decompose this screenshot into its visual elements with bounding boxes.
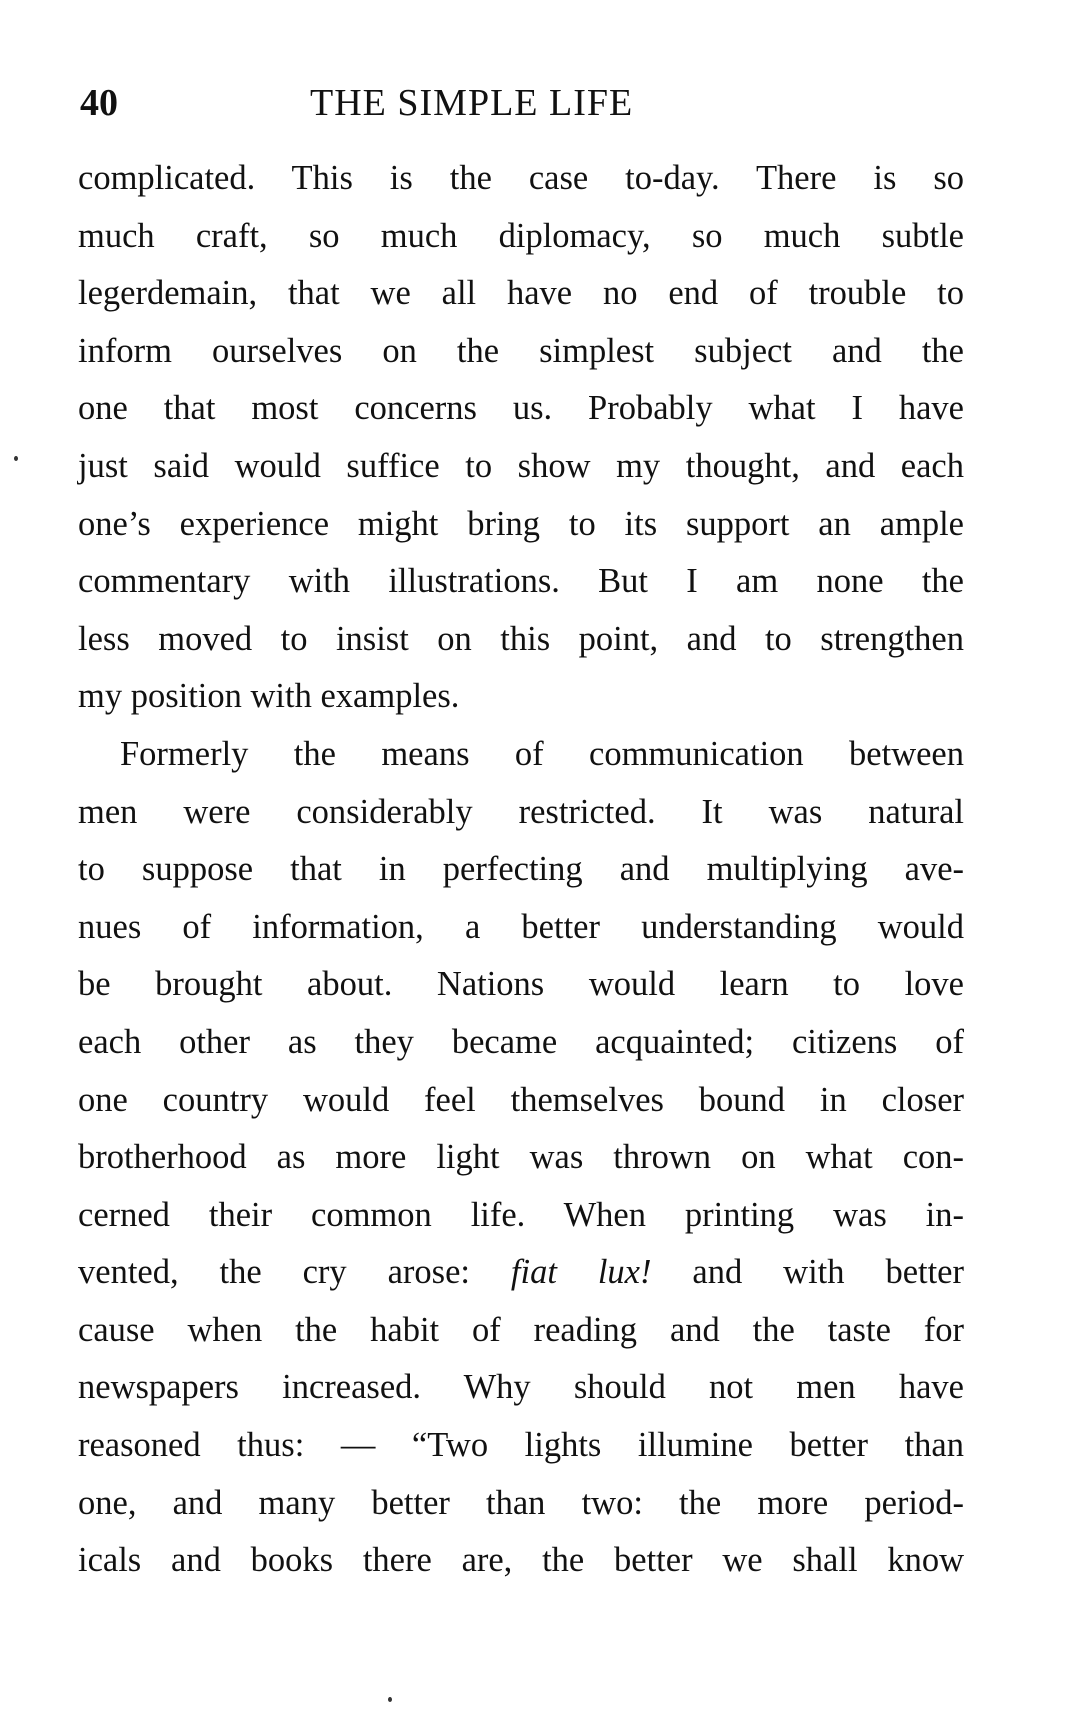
text-line: just said would suffice to show my thought, and each <box>78 446 964 485</box>
text-line-with-latin <box>78 1244 964 1302</box>
text-line: one’s experience might bring to its support an ample <box>78 504 964 543</box>
text-line: cause when the habit of reading and the taste for <box>78 1310 964 1349</box>
latin-phrase: fiat lux! <box>510 1253 652 1292</box>
text-line: less moved to insist on this point, and to strengthen <box>78 619 964 658</box>
text-line: men were considerably restricted. It was natural <box>78 792 964 831</box>
text-line: brotherhood as more light was thrown on what con- <box>78 1138 964 1177</box>
text-line: much craft, so much diplomacy, so much subtle <box>78 216 964 255</box>
text-line: one that most concerns us. Probably what I have <box>78 389 964 428</box>
book-title: THE SIMPLE LIFE <box>310 82 634 124</box>
text-line: be brought about. Nations would learn to love <box>78 965 964 1004</box>
text-line: reasoned thus: — “Two lights illumine better than <box>78 1426 964 1465</box>
text-line: to suppose that in perfecting and multiplying ave- <box>78 850 964 889</box>
text-line: one, and many better than two: the more period- <box>78 1483 964 1522</box>
scan-speck <box>14 456 18 461</box>
text-line: inform ourselves on the simplest subject and the <box>78 331 964 370</box>
text-line: newspapers increased. Why should not men have <box>78 1368 964 1407</box>
running-head <box>80 78 960 128</box>
text-line: my position with examples. <box>78 677 460 716</box>
text-line: Formerly the means of communication between <box>120 734 964 773</box>
body-text <box>78 150 964 1590</box>
text-line: icals and books there are, the better we shall know <box>78 1541 964 1580</box>
text-line: nues of information, a better understanding would <box>78 907 964 946</box>
text-line: commentary with illustrations. But I am none the <box>78 562 964 601</box>
text-line: each other as they became acquainted; citizens of <box>78 1022 964 1061</box>
text-line: one country would feel themselves bound in closer <box>78 1080 964 1119</box>
paragraph-1 <box>78 150 964 726</box>
text-line: legerdemain, that we all have no end of trouble to <box>78 274 964 313</box>
text-fragment: and with better <box>651 1253 964 1292</box>
paragraph-2 <box>78 726 964 1590</box>
text-line: complicated. This is the case to-day. There is so <box>78 159 964 197</box>
scan-speck <box>388 1697 392 1702</box>
text-line: cerned their common life. When printing was in- <box>78 1195 964 1234</box>
page-number: 40 <box>80 82 118 124</box>
text-fragment: vented, the cry arose: <box>78 1253 511 1292</box>
